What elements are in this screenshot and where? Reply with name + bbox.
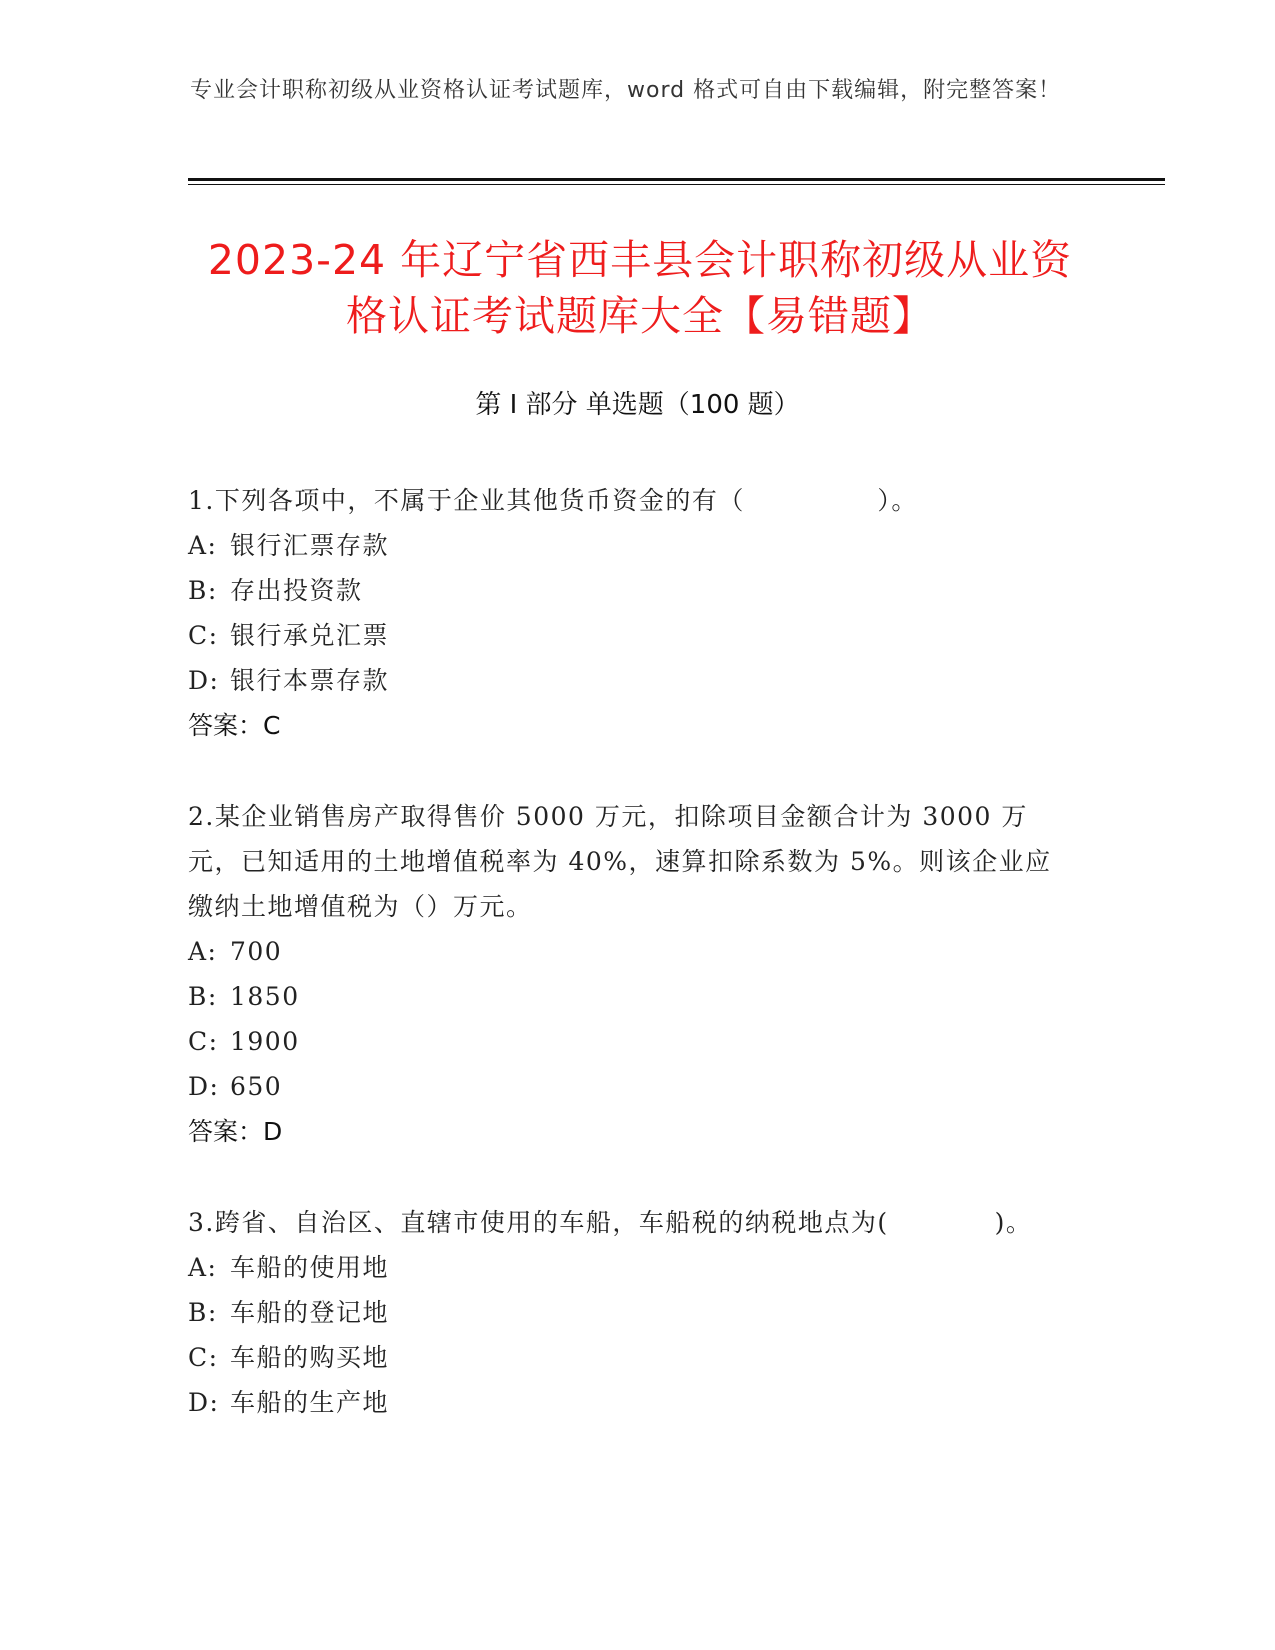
question-list xyxy=(188,478,1068,1471)
option-text: 1900 xyxy=(230,1027,300,1056)
option-b xyxy=(188,568,1068,613)
option-b xyxy=(188,974,1068,1019)
question-text: 1.下列各项中，不属于企业其他货币资金的有（ ）。 xyxy=(188,486,918,515)
header-rule-thin xyxy=(188,184,1165,185)
question-text: 3.跨省、自治区、直辖市使用的车船，车船税的纳税地点为( )。 xyxy=(188,1208,1033,1237)
option-b xyxy=(188,1290,1068,1335)
option-key: D: xyxy=(188,1072,220,1101)
option-key: C: xyxy=(188,1027,219,1056)
option-a xyxy=(188,523,1068,568)
option-text: 银行本票存款 xyxy=(230,666,390,695)
option-key: C: xyxy=(188,621,219,650)
option-a xyxy=(188,929,1068,974)
option-key: A: xyxy=(188,937,218,966)
option-key: A: xyxy=(188,531,218,560)
answer-text: 答案：D xyxy=(188,1117,283,1146)
option-d xyxy=(188,1380,1068,1425)
option-a xyxy=(188,1245,1068,1290)
option-c xyxy=(188,1335,1068,1380)
option-key: A: xyxy=(188,1253,218,1282)
section-heading: 第 I 部分 单选题（100 题） xyxy=(475,390,800,420)
option-key: B: xyxy=(188,576,218,605)
option-c xyxy=(188,613,1068,658)
question-item xyxy=(188,1200,1068,1425)
question-item xyxy=(188,478,1068,748)
question-text: 2.某企业销售房产取得售价 5000 万元，扣除项目金额合计为 3000 万元，已知适用的土地增值税率为 40%，速算扣除系数为 5%。则该企业应缴纳土地增值税为（）万元。 xyxy=(188,802,1052,921)
option-text: 650 xyxy=(230,1072,283,1101)
option-text: 车船的登记地 xyxy=(230,1298,390,1327)
option-text: 存出投资款 xyxy=(230,576,363,605)
option-text: 车船的购买地 xyxy=(230,1343,390,1372)
document-title: 2023-24 年辽宁省西丰县会计职称初级从业资格认证考试题库大全【易错题】 xyxy=(207,236,1073,340)
option-key: D: xyxy=(188,666,220,695)
option-d xyxy=(188,1064,1068,1109)
option-c xyxy=(188,1019,1068,1064)
option-text: 车船的生产地 xyxy=(230,1388,390,1417)
option-d xyxy=(188,658,1068,703)
option-text: 银行汇票存款 xyxy=(230,531,390,560)
option-text: 车船的使用地 xyxy=(230,1253,390,1282)
header-note: 专业会计职称初级从业资格认证考试题库，word 格式可自由下载编辑，附完整答案！ xyxy=(190,78,1062,103)
question-item xyxy=(188,794,1068,1154)
option-text: 银行承兑汇票 xyxy=(230,621,390,650)
option-key: B: xyxy=(188,1298,218,1327)
answer-text: 答案：C xyxy=(188,711,281,740)
option-key: B: xyxy=(188,982,218,1011)
option-key: C: xyxy=(188,1343,219,1372)
option-text: 700 xyxy=(230,937,283,966)
option-key: D: xyxy=(188,1388,220,1417)
option-text: 1850 xyxy=(230,982,300,1011)
header-rule-thick xyxy=(188,178,1165,181)
